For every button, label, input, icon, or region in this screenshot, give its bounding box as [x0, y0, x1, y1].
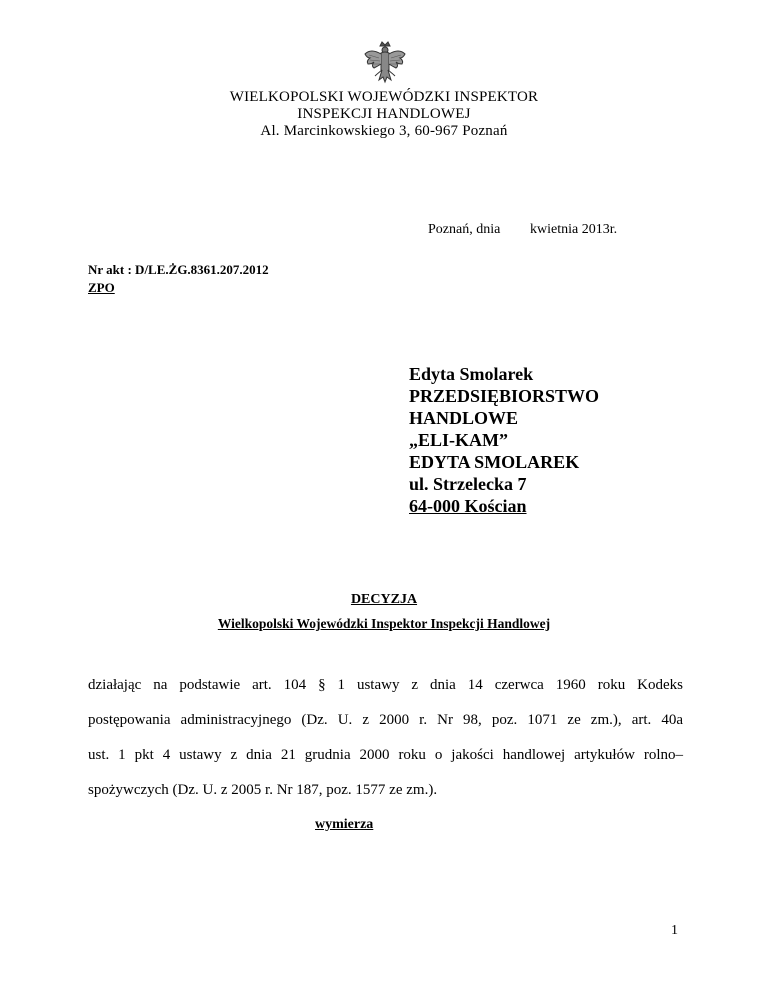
decision-body: [88, 668, 683, 808]
body-line: postępowania administracyjnego (Dz. U. z 2000 r. Nr 98, poz. 1071 ze zm.), art. 40a: [88, 712, 683, 728]
case-number: Nr akt : D/LE.ŻG.8361.207.2012: [88, 262, 269, 277]
header-line-inspection: INSPEKCJI HANDLOWEJ: [297, 106, 471, 122]
date-place: Poznań, dnia: [428, 222, 501, 237]
addressee-line: PRZEDSIĘBIORSTWO: [409, 386, 600, 406]
page-number: 1: [671, 923, 678, 938]
header-line-authority: WIELKOPOLSKI WOJEWÓDZKI INSPEKTOR: [229, 89, 539, 105]
body-line: spożywczych (Dz. U. z 2005 r. Nr 187, poz. 1577 ze zm.).: [88, 782, 438, 798]
body-line: ust. 1 pkt 4 ustawy z dnia 21 grudnia 2000 roku o jakości handlowej artykułów rolno–: [88, 747, 683, 763]
eagle-emblem-icon: [361, 40, 409, 88]
addressee-postal: 64-000 Kościan: [409, 496, 527, 516]
addressee-line: ul. Strzelecka 7: [409, 474, 527, 494]
addressee-line: EDYTA SMOLAREK: [409, 452, 580, 472]
decision-title: DECYZJA: [350, 592, 418, 607]
body-line: działając na podstawie art. 104 § 1 ustawy z dnia 14 czerwca 1960 roku Kodeks: [88, 677, 683, 693]
decision-authority: Wielkopolski Wojewódzki Inspektor Inspekcji Handlowej: [217, 616, 551, 631]
department-code: ZPO: [88, 280, 115, 295]
addressee-line: Edyta Smolarek: [409, 364, 534, 384]
addressee-block: [409, 363, 599, 517]
verdict-heading: wymierza: [315, 817, 374, 832]
date-month-year: kwietnia 2013r.: [530, 222, 618, 237]
header-line-address: Al. Marcinkowskiego 3, 60-967 Poznań: [260, 123, 508, 139]
addressee-line: „ELI-KAM”: [409, 430, 508, 450]
addressee-line: HANDLOWE: [409, 408, 519, 428]
